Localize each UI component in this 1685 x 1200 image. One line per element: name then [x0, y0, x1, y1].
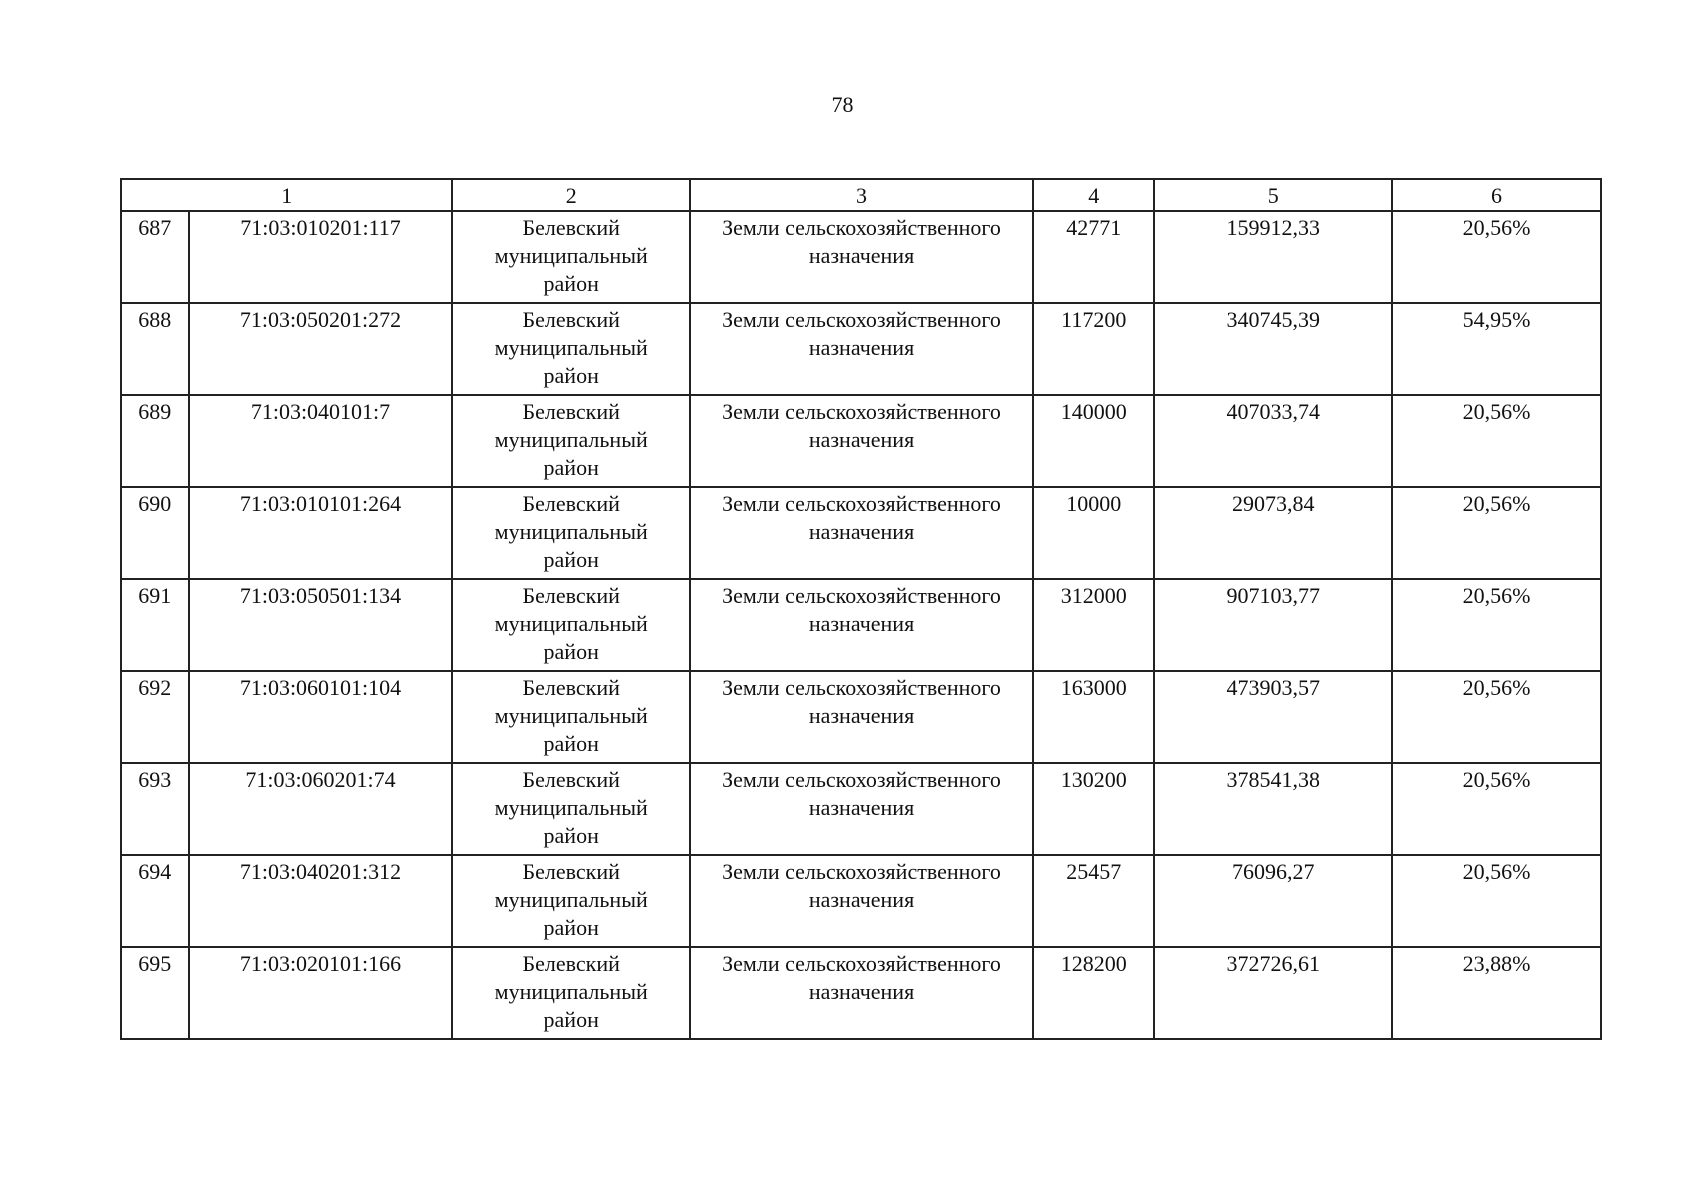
municipal-area — [452, 763, 690, 855]
land-category-line-1: Земли сельскохозяйственного — [722, 583, 1001, 608]
cadastral-value: 340745,39 — [1154, 303, 1392, 395]
municipal-area-line-3: район — [543, 639, 599, 664]
plot-square: 140000 — [1033, 395, 1154, 487]
table-row — [121, 303, 1601, 395]
table-row — [121, 671, 1601, 763]
plot-square: 25457 — [1033, 855, 1154, 947]
cadastral-value: 407033,74 — [1154, 395, 1392, 487]
table-row — [121, 579, 1601, 671]
municipal-area — [452, 395, 690, 487]
table-row — [121, 855, 1601, 947]
municipal-area-line-2: муниципальный — [494, 611, 648, 636]
land-category-line-2: назначения — [808, 611, 915, 636]
table-header-row — [121, 179, 1601, 211]
row-number: 692 — [121, 671, 189, 763]
municipal-area-line-2: муниципальный — [494, 979, 648, 1004]
municipal-area-line-3: район — [543, 1007, 599, 1032]
municipal-area-line-2: муниципальный — [494, 335, 648, 360]
percent-value: 20,56% — [1392, 671, 1601, 763]
municipal-area-line-1: Белевский — [522, 767, 620, 792]
land-category — [690, 579, 1033, 671]
row-number: 690 — [121, 487, 189, 579]
land-category-line-1: Земли сельскохозяйственного — [722, 767, 1001, 792]
municipal-area — [452, 211, 690, 303]
land-category-line-2: назначения — [808, 335, 915, 360]
percent-value: 20,56% — [1392, 211, 1601, 303]
land-category — [690, 487, 1033, 579]
municipal-area-line-1: Белевский — [522, 675, 620, 700]
cadastral-number: 71:03:060201:74 — [189, 763, 453, 855]
land-category — [690, 211, 1033, 303]
percent-value: 20,56% — [1392, 395, 1601, 487]
municipal-area — [452, 947, 690, 1039]
plot-square: 42771 — [1033, 211, 1154, 303]
table-row — [121, 487, 1601, 579]
cadastral-number: 71:03:020101:166 — [189, 947, 453, 1039]
municipal-area-line-2: муниципальный — [494, 703, 648, 728]
cadastral-number: 71:03:060101:104 — [189, 671, 453, 763]
land-plots-table — [120, 178, 1602, 1040]
land-category — [690, 671, 1033, 763]
table-row — [121, 211, 1601, 303]
percent-value: 20,56% — [1392, 763, 1601, 855]
land-category — [690, 395, 1033, 487]
land-category-line-2: назначения — [808, 519, 915, 544]
land-category — [690, 855, 1033, 947]
cadastral-value: 473903,57 — [1154, 671, 1392, 763]
table-row — [121, 763, 1601, 855]
municipal-area-line-2: муниципальный — [494, 243, 648, 268]
land-category — [690, 947, 1033, 1039]
percent-value: 20,56% — [1392, 487, 1601, 579]
header-col-2: 2 — [452, 179, 690, 211]
municipal-area-line-3: район — [543, 547, 599, 572]
cadastral-number: 71:03:050201:272 — [189, 303, 453, 395]
land-category-line-2: назначения — [808, 703, 915, 728]
municipal-area — [452, 579, 690, 671]
municipal-area — [452, 671, 690, 763]
municipal-area-line-1: Белевский — [522, 215, 620, 240]
header-col-3: 3 — [690, 179, 1033, 211]
plot-square: 312000 — [1033, 579, 1154, 671]
row-number: 687 — [121, 211, 189, 303]
plot-square: 130200 — [1033, 763, 1154, 855]
land-category-line-1: Земли сельскохозяйственного — [722, 675, 1001, 700]
header-col-1: 1 — [121, 179, 452, 211]
municipal-area-line-2: муниципальный — [494, 795, 648, 820]
land-category-line-2: назначения — [808, 887, 915, 912]
cadastral-value: 159912,33 — [1154, 211, 1392, 303]
percent-value: 54,95% — [1392, 303, 1601, 395]
land-category — [690, 303, 1033, 395]
land-category-line-1: Земли сельскохозяйственного — [722, 399, 1001, 424]
municipal-area-line-2: муниципальный — [494, 427, 648, 452]
row-number: 691 — [121, 579, 189, 671]
municipal-area-line-3: район — [543, 455, 599, 480]
municipal-area-line-3: район — [543, 271, 599, 296]
cadastral-number: 71:03:010101:264 — [189, 487, 453, 579]
municipal-area-line-1: Белевский — [522, 583, 620, 608]
municipal-area-line-2: муниципальный — [494, 519, 648, 544]
cadastral-value: 29073,84 — [1154, 487, 1392, 579]
land-category-line-1: Земли сельскохозяйственного — [722, 491, 1001, 516]
cadastral-number: 71:03:010201:117 — [189, 211, 453, 303]
municipal-area — [452, 855, 690, 947]
municipal-area-line-3: район — [543, 915, 599, 940]
land-category-line-2: назначения — [808, 243, 915, 268]
municipal-area-line-3: район — [543, 823, 599, 848]
plot-square: 117200 — [1033, 303, 1154, 395]
municipal-area-line-1: Белевский — [522, 859, 620, 884]
municipal-area-line-1: Белевский — [522, 491, 620, 516]
plot-square: 10000 — [1033, 487, 1154, 579]
row-number: 688 — [121, 303, 189, 395]
row-number: 695 — [121, 947, 189, 1039]
table-body — [121, 211, 1601, 1039]
cadastral-value: 378541,38 — [1154, 763, 1392, 855]
table-row — [121, 395, 1601, 487]
land-category-line-2: назначения — [808, 795, 915, 820]
municipal-area-line-1: Белевский — [522, 399, 620, 424]
municipal-area-line-1: Белевский — [522, 307, 620, 332]
plot-square: 163000 — [1033, 671, 1154, 763]
cadastral-number: 71:03:040201:312 — [189, 855, 453, 947]
land-category-line-1: Земли сельскохозяйственного — [722, 215, 1001, 240]
land-category-line-2: назначения — [808, 427, 915, 452]
row-number: 689 — [121, 395, 189, 487]
land-category — [690, 763, 1033, 855]
municipal-area-line-2: муниципальный — [494, 887, 648, 912]
cadastral-number: 71:03:050501:134 — [189, 579, 453, 671]
page-number: 78 — [831, 92, 854, 117]
percent-value: 23,88% — [1392, 947, 1601, 1039]
header-col-6: 6 — [1392, 179, 1601, 211]
row-number: 693 — [121, 763, 189, 855]
table-row — [121, 947, 1601, 1039]
municipal-area-line-3: район — [543, 363, 599, 388]
header-col-4: 4 — [1033, 179, 1154, 211]
percent-value: 20,56% — [1392, 855, 1601, 947]
cadastral-number: 71:03:040101:7 — [189, 395, 453, 487]
header-col-5: 5 — [1154, 179, 1392, 211]
land-category-line-1: Земли сельскохозяйственного — [722, 951, 1001, 976]
row-number: 694 — [121, 855, 189, 947]
municipal-area — [452, 303, 690, 395]
municipal-area-line-1: Белевский — [522, 951, 620, 976]
land-category-line-1: Земли сельскохозяйственного — [722, 859, 1001, 884]
municipal-area-line-3: район — [543, 731, 599, 756]
cadastral-value: 76096,27 — [1154, 855, 1392, 947]
cadastral-value: 907103,77 — [1154, 579, 1392, 671]
land-category-line-2: назначения — [808, 979, 915, 1004]
municipal-area — [452, 487, 690, 579]
land-category-line-1: Земли сельскохозяйственного — [722, 307, 1001, 332]
plot-square: 128200 — [1033, 947, 1154, 1039]
percent-value: 20,56% — [1392, 579, 1601, 671]
cadastral-value: 372726,61 — [1154, 947, 1392, 1039]
